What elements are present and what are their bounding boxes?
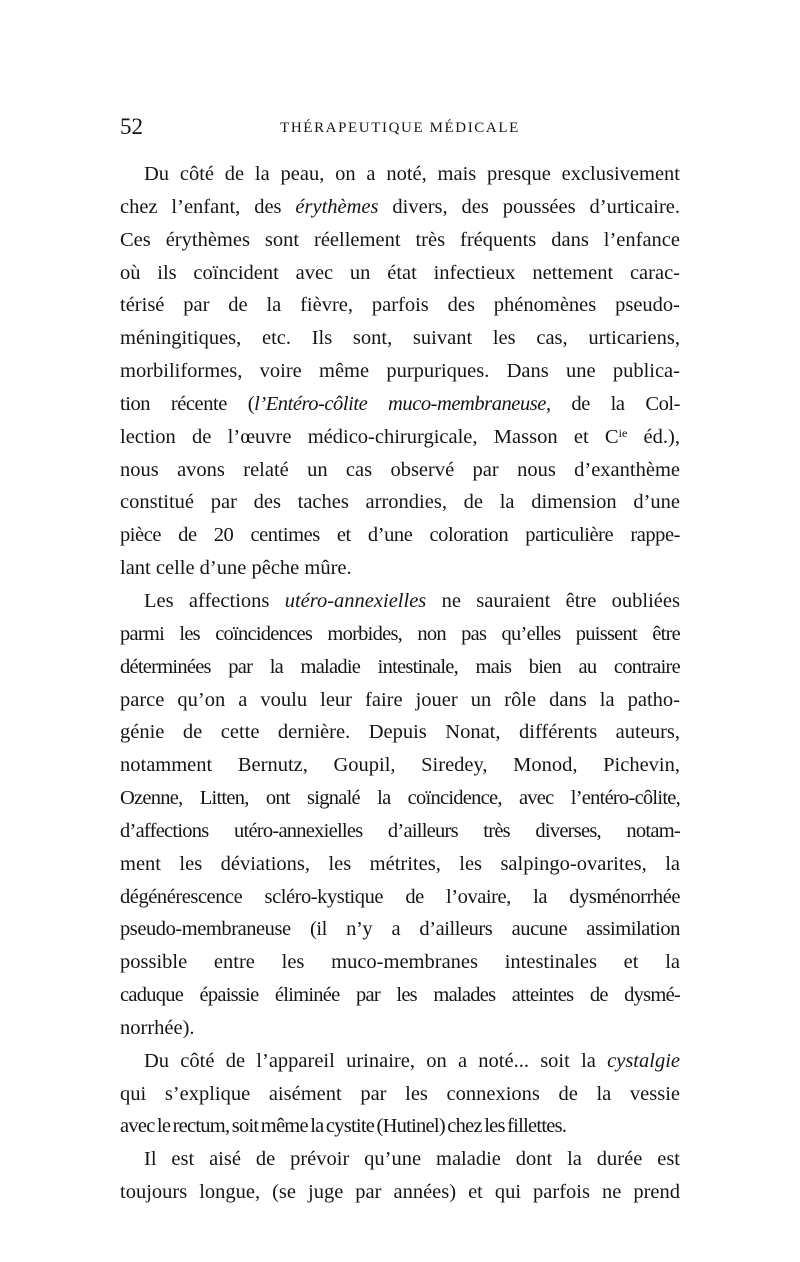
text-line: Ces érythèmes sont réellement très fréquents dans l’enfance bbox=[120, 228, 680, 251]
text-line: Il est aisé de prévoir qu’une maladie dont la durée est bbox=[144, 1148, 680, 1171]
page-number: 52 bbox=[120, 114, 143, 139]
running-title: THÉRAPEUTIQUE MÉDICALE bbox=[280, 120, 520, 136]
text-line: notamment Bernutz, Goupil, Siredey, Monod, Pichevin, bbox=[120, 754, 680, 777]
text-line: pièce de 20 centimes et d’une coloration particulière rappe- bbox=[120, 524, 680, 547]
text-line: génie de cette dernière. Depuis Nonat, différents auteurs, bbox=[120, 721, 680, 744]
text-line: chez l’enfant, des érythèmes divers, des poussées d’urticaire. bbox=[120, 195, 680, 218]
text-line: qui s’explique aisément par les connexions de la vessie bbox=[120, 1082, 680, 1105]
paragraph bbox=[120, 585, 680, 1045]
page-header bbox=[120, 113, 680, 141]
text-line: tion récente (l’Entéro-côlite muco-membraneuse, de la Col- bbox=[120, 392, 680, 415]
text-line: Du côté de la peau, on a noté, mais presque exclusivement bbox=[144, 163, 680, 185]
text-line: ment les déviations, les métrites, les salpingo-ovarites, la bbox=[120, 852, 680, 875]
text-line: caduque épaissie éliminée par les malades atteintes de dysmé- bbox=[120, 984, 680, 1007]
text-line: lant celle d’une pêche mûre. bbox=[120, 557, 352, 580]
text-line: nous avons relaté un cas observé par nous d’exanthème bbox=[120, 458, 680, 481]
text-line: constitué par des taches arrondies, de la dimension d’une bbox=[120, 491, 680, 514]
text-line: où ils coïncident avec un état infectieux nettement carac- bbox=[120, 261, 680, 284]
text-line: Du côté de l’appareil urinaire, on a noté... soit la cystalgie bbox=[144, 1049, 680, 1072]
text-line: déterminées par la maladie intestinale, mais bien au contraire bbox=[120, 655, 680, 678]
text-line: dégénérescence scléro-kystique de l’ovaire, la dysménorrhée bbox=[120, 885, 680, 908]
text-line: térisé par de la fièvre, parfois des phénomènes pseudo- bbox=[120, 294, 680, 317]
text-line: parmi les coïncidences morbides, non pas qu’elles puissent être bbox=[120, 622, 680, 645]
text-line: norrhée). bbox=[120, 1016, 195, 1039]
text-line: Ozenne, Litten, ont signalé la coïncidence, avec l’entéro-côlite, bbox=[120, 787, 680, 810]
text-line: toujours longue, (se juge par années) et qui parfois ne prend bbox=[120, 1181, 680, 1204]
text-line: possible entre les muco-membranes intestinales et la bbox=[120, 951, 680, 974]
paragraph bbox=[120, 1143, 680, 1209]
text-line: morbiliformes, voire même purpuriques. Dans une publica- bbox=[120, 360, 680, 383]
text-line: Les affections utéro-annexielles ne sauraient être oubliées bbox=[144, 589, 680, 612]
paragraph bbox=[120, 158, 680, 585]
text-line: méningitiques, etc. Ils sont, suivant les cas, urticariens, bbox=[120, 327, 680, 350]
text-line: lection de l’œuvre médico-chirurgicale, Masson et $C^{ie}$ éd.), bbox=[120, 425, 680, 448]
text-line: avec le rectum, soit même la cystite (Hutinel) chez les fillettes. bbox=[120, 1115, 567, 1138]
paragraph bbox=[120, 1045, 680, 1144]
body-text bbox=[120, 158, 680, 1209]
text-line: pseudo-membraneuse (il n’y a d’ailleurs aucune assimilation bbox=[120, 918, 680, 941]
text-line: d’affections utéro-annexielles d’ailleurs très diverses, notam- bbox=[120, 819, 680, 842]
text-line: parce qu’on a voulu leur faire jouer un rôle dans la patho- bbox=[120, 688, 680, 711]
